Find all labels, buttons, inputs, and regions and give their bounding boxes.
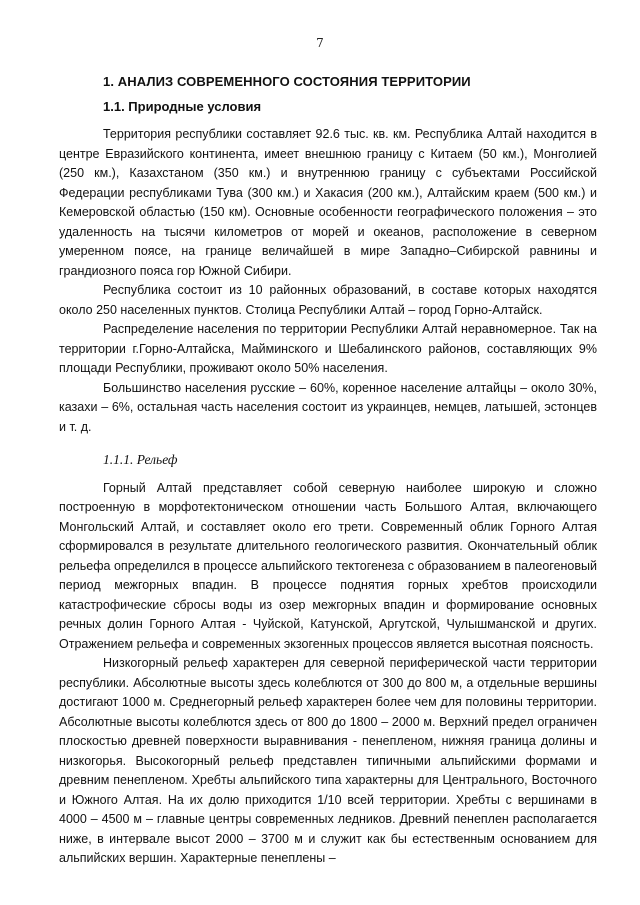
page-content [59, 62, 597, 869]
paragraph: Распределение населения по территории Республики Алтай неравномерное. Так на территории г.Горно-Алтайска, Майминского и Шебалинского районов, составляющих 9% площади Республики, проживают около 50% населения. [59, 322, 597, 375]
section-heading-1: 1. АНАЛИЗ СОВРЕМЕННОГО СОСТОЯНИЯ ТЕРРИТОРИИ [103, 74, 471, 89]
paragraph: Горный Алтай представляет собой северную наиболее широкую и сложно построенную в морфотектоническом отношении часть Большого Алтая, включающего Монгольский Алтай, и составляет около его трети. Современный облик Горного Алтая сформировался в результате длительного геологического развития. Окончательный облик рельефа определился в процессе альпийского тектогенеза с образованием в палеогеновый период межгорных впадин. В процессе поднятия горных хребтов происходили катастрофические сбросы воды из озер межгорных впадин и формирование основных речных долин Горного Алтая - Чуйской, Катунской, Аргутской, Чулышманской и других. Отражением рельефа и современных экзогенных процессов является высотная поясность. [59, 480, 597, 651]
paragraph: Республика состоит из 10 районных образований, в составе которых находятся около 250 населенных пунктов. Столица Республики Алтай – город Горно-Алтайск. [59, 283, 597, 317]
section-heading-1-1: 1.1. Природные условия [103, 98, 262, 114]
paragraph: Большинство населения русские – 60%, коренное население алтайцы – около 30%, казахи – 6%, остальная часть населения состоит из украинцев, немцев, латышей, эстонцев и т. д. [59, 380, 597, 434]
paragraph: Территория республики составляет 92.6 тыс. кв. км. Республика Алтай находится в центре Евразийского континента, имеет внешнюю границу с Китаем (50 км.), Монголией (250 км.), Казахстаном (350 км.) и внутреннюю границу с субъектами Российской Федерации республиками Тува (300 км.) и Хакасия (200 км.), Алтайским краем (500 км.) и Кемеровской областью (150 км). Основные особенности географического положения – это удаленность на тысячи километров от морей и океанов, расположение в северном умеренном поясе, на границе величайшей в мире Западно–Сибирской равнины и грандиозного пояса гор Южной Сибири. [59, 127, 597, 278]
paragraph: Низкогорный рельеф характерен для северной периферической части территории республики. Абсолютные высоты здесь колеблются от 300 до 800 м, а отдельные вершины достигают 1000 м. Среднегорный рельеф характерен более чем для половины территории. Абсолютные высоты колеблются здесь от 800 до 1800 – 2000 м. Верхний предел ограничен плоскостью древней поверхности выравнивания - пенепленом, нижняя граница долины и низкогорья. Высокогорный рельеф представлен типичными альпийскими формами и древним пенепленом. Хребты альпийского типа характерны для Центрального, Восточного и Южного Алтая. На их долю приходится 1/10 всей территории. Хребты с вершинами в 4000 – 4500 м – главные центры современных ледников. Древний пенеплен располагается ниже, в интервале высот 2000 – 3700 м и служит как бы естественным основанием для альпийских вершин. Характерные пенеплены – [59, 656, 597, 865]
section-heading-1-1-1: 1.1.1. Рельеф [103, 452, 178, 467]
page-number: 7 [316, 36, 324, 50]
